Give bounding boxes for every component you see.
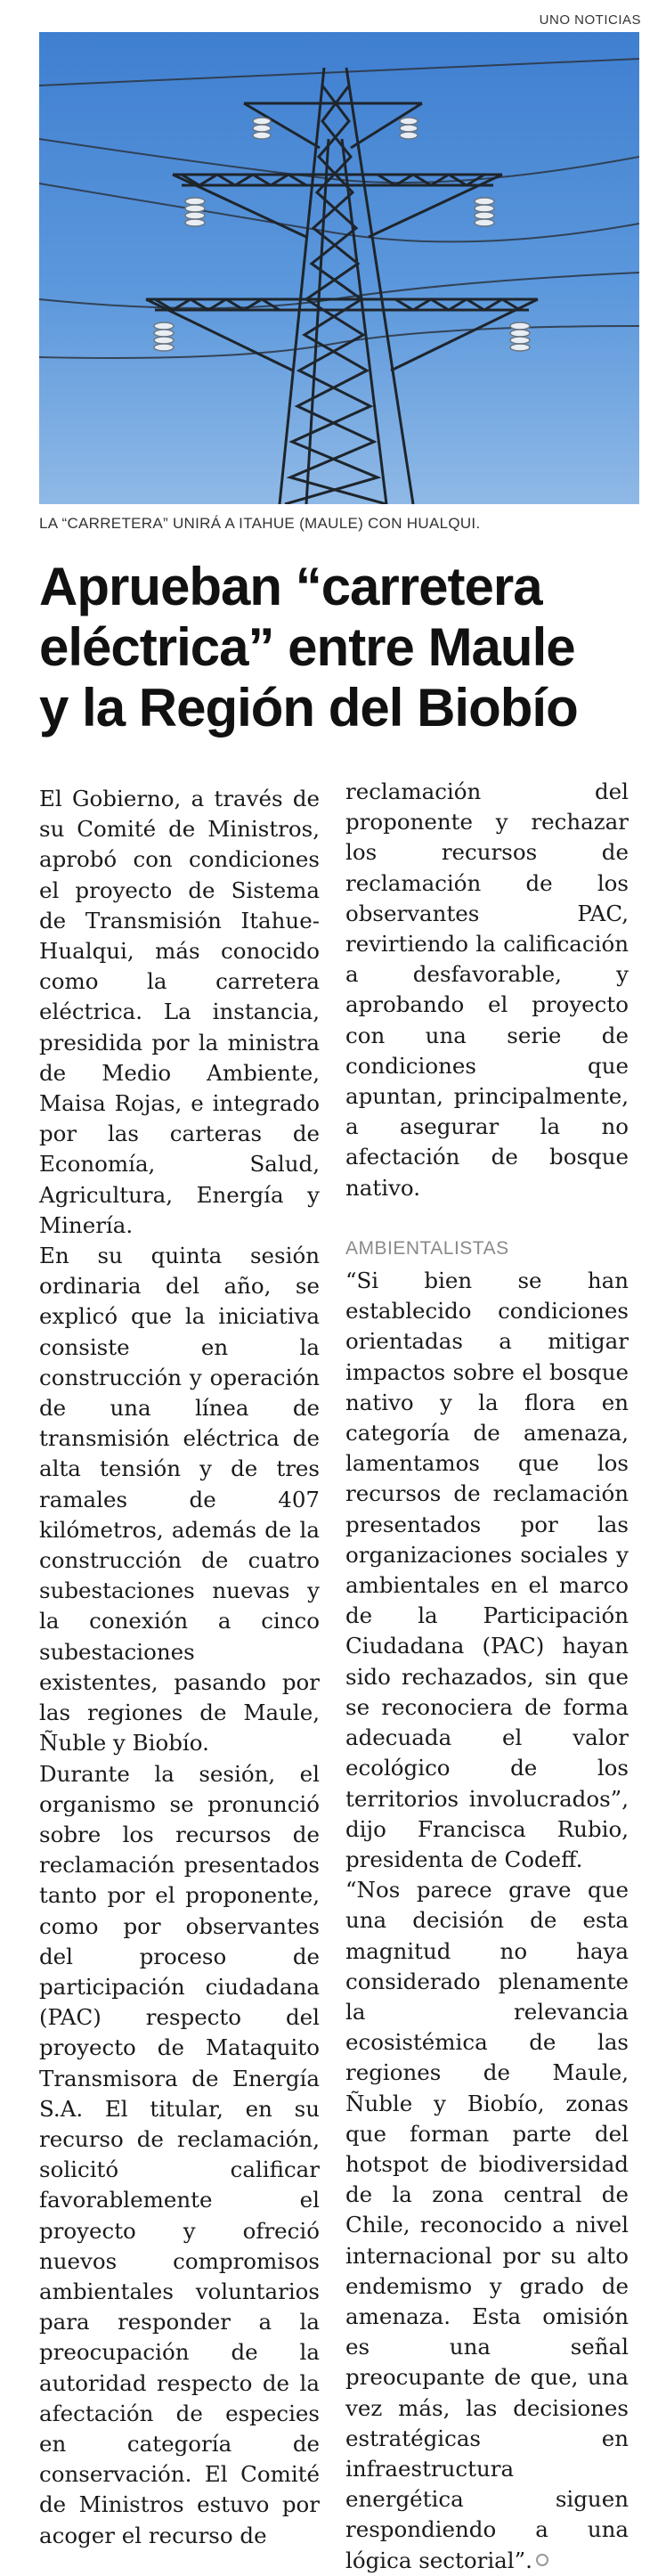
body-paragraph: reclamación del proponente y rechazar los recursos de reclamación de los observantes PAC, revirtiendo la calificación a desfavorable, y aprobando el proyecto con una serie de condiciones que apuntan, principalmente, a asegurar la no afectación de bosque nativo. xyxy=(345,779,629,1201)
headline-line: eléctrica” entre Maule xyxy=(39,617,575,677)
headline-line: y la Región del Biobío xyxy=(39,678,578,738)
article-column-left xyxy=(39,784,320,2551)
article-headline xyxy=(39,557,645,738)
body-paragraph: En su quinta sesión ordinaria del año, se explicó que la iniciativa consiste en la construcción y operación de una línea de transmisión eléctrica de alta tensión y de tres ramales de 407 kilómetros, además de la construcción de cuatro subestaciones nuevas y la conexión a cinco subestaciones existentes, pasando por las regiones de Maule, Ñuble y Biobío. xyxy=(39,1243,320,1757)
final-paragraph-text: “Nos parece grave que una decisión de esta magnitud no haya considerado plenamente la relevancia ecosistémica de las regiones de Maule, Ñuble y Biobío, zonas que forman parte del hotspot de biodiversidad de la zona central de Chile, reconocido a nivel internacional por su alto endemismo y grado de amenaza. Esta omisión es una señal preocupante de que, una vez más, las decisiones estratégicas en infraestructura energética siguen respondiendo a una lógica sectorial”. xyxy=(345,1877,629,2573)
section-subhead: AMBIENTALISTAS xyxy=(345,1237,509,1259)
section-label: UNO NOTICIAS xyxy=(539,12,641,28)
article-column-right xyxy=(345,777,629,2576)
transmission-tower-photo xyxy=(39,32,639,504)
end-of-article-icon xyxy=(536,2554,548,2566)
body-paragraph-final xyxy=(345,1875,629,2576)
body-paragraph: El Gobierno, a través de su Comité de Ministros, aprobó con condiciones el proyecto de Sistema de Transmisión Itahue-Hualqui, más conocido como la carretera eléctrica. La instancia, presidida por la ministra de Medio Ambiente, Maisa Rojas, e integrado por las carteras de Economía, Salud, Agricultura, Energía y Minería. xyxy=(39,786,320,1238)
body-paragraph: Durante la sesión, el organismo se pronunció sobre los recursos de reclamación presentados tanto por el proponente, como por observantes del proceso de participación ciudadana (PAC) respecto del proyecto de Mataquito Transmisora de Energía S.A. El titular, en su recurso de reclamación, solicitó calificar favorablemente el proyecto y ofreció nuevos compromisos ambientales voluntarios para responder a la preocupación de la autoridad respecto de la afectación de especies en categoría de conservación. El Comité de Ministros estuvo por acoger el recurso de xyxy=(39,1760,320,2548)
headline-line: Aprueban “carretera xyxy=(39,557,542,616)
body-paragraph: “Si bien se han establecido condiciones orientadas a mitigar impactos sobre el bosque nativo y la flora en categoría de amenaza, lamentamos que los recursos de reclamación presentados por las organizaciones sociales y ambientales en el marco de la Participación Ciudadana (PAC) hayan sido rechazados, sin que se reconociera de forma adecuada el valor ecológico de los territorios involucrados”, dijo Francisca Rubio, presidenta de Codeff. xyxy=(345,1268,629,1872)
photo-caption: LA “CARRETERA” UNIRÁ A ITAHUE (MAULE) CON HUALQUI. xyxy=(39,515,481,532)
